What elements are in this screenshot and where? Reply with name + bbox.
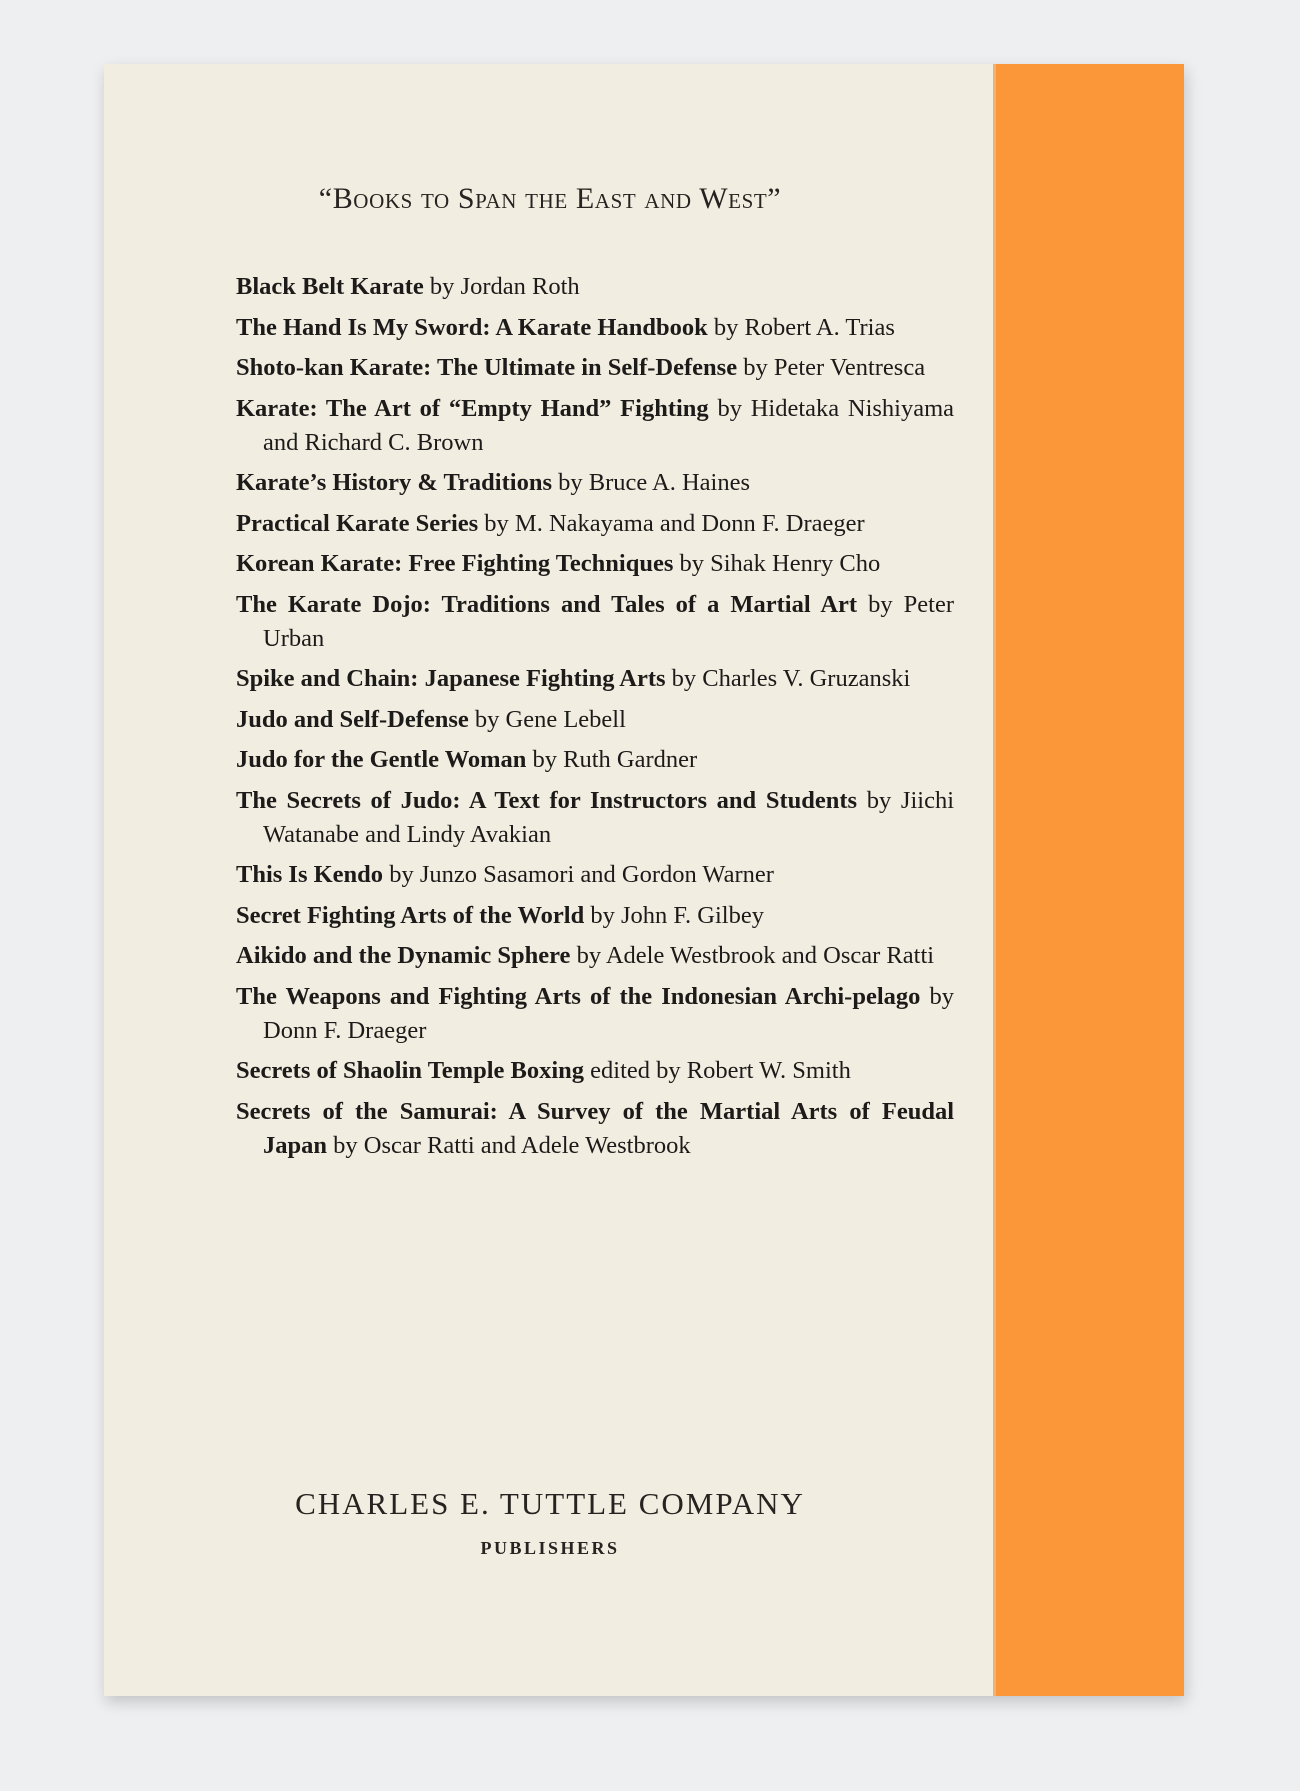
book-entry bbox=[236, 743, 954, 777]
book-title: Secrets of Shaolin Temple Boxing bbox=[236, 1057, 585, 1084]
orange-spine-band bbox=[996, 64, 1184, 1696]
book-list bbox=[236, 270, 954, 1169]
book-title: Secret Fighting Arts of the World bbox=[236, 901, 585, 929]
publisher-name: CHARLES E. TUTTLE COMPANY bbox=[295, 1486, 805, 1521]
book-entry bbox=[236, 1095, 954, 1163]
book-title: The Hand Is My Sword: A Karate Handbook bbox=[236, 313, 708, 341]
book-entry bbox=[236, 270, 954, 304]
book-entry bbox=[236, 899, 954, 933]
book-entry bbox=[236, 980, 954, 1048]
book-author: by Charles V. Gruzanski bbox=[671, 665, 911, 692]
book-title: The Secrets of Judo: A Text for Instructors and Students bbox=[236, 786, 858, 814]
book-title: Karate: The Art of “Empty Hand” Fighting bbox=[236, 394, 709, 422]
book-author: by Hidetaka Nishiyama and Richard C. Brown bbox=[263, 394, 955, 456]
book-entry bbox=[236, 1054, 954, 1088]
book-entry bbox=[236, 784, 954, 852]
book-title: Judo for the Gentle Woman bbox=[236, 746, 527, 773]
book-entry bbox=[236, 507, 954, 541]
book-author: by Sihak Henry Cho bbox=[679, 550, 881, 577]
book-author: by Robert A. Trias bbox=[713, 313, 895, 341]
book-title: Practical Karate Series bbox=[236, 509, 479, 537]
book-title: The Karate Dojo: Traditions and Tales of a Martial Art bbox=[236, 590, 858, 618]
book-title: Korean Karate: Free Fighting Techniques bbox=[236, 550, 674, 577]
book-title: Secrets of the Samurai: A Survey of the Martial Arts of Feudal Japan bbox=[236, 1097, 954, 1159]
book-title: Karate’s History & Traditions bbox=[236, 469, 552, 496]
book-author: by Bruce A. Haines bbox=[558, 469, 750, 496]
book-author: by Oscar Ratti and Adele Westbrook bbox=[333, 1131, 691, 1159]
book-entry bbox=[236, 392, 954, 460]
book-entry bbox=[236, 662, 954, 696]
book-author: by John F. Gilbey bbox=[590, 901, 764, 929]
book-title: Spike and Chain: Japanese Fighting Arts bbox=[236, 665, 666, 692]
book-entry bbox=[236, 466, 954, 500]
book-entry bbox=[236, 703, 954, 737]
book-entry bbox=[236, 858, 954, 892]
book-author: by Gene Lebell bbox=[474, 705, 626, 733]
book-author: by Jordan Roth bbox=[429, 273, 580, 300]
cover-heading: “Books to Span the East and West” bbox=[318, 182, 782, 215]
book-entry bbox=[236, 588, 954, 656]
book-title: Black Belt Karate bbox=[236, 273, 424, 300]
book-back-cover bbox=[104, 64, 1184, 1696]
book-author: by Jiichi Watanabe and Lindy Avakian bbox=[263, 786, 954, 848]
book-title: Judo and Self-Defense bbox=[236, 705, 469, 733]
book-author: by Peter Urban bbox=[263, 590, 955, 652]
book-author: by M. Nakayama and Donn F. Draeger bbox=[484, 509, 865, 537]
book-entry bbox=[236, 939, 954, 973]
book-title: This Is Kendo bbox=[236, 861, 384, 888]
publisher-subtitle: PUBLISHERS bbox=[480, 1538, 620, 1558]
book-title: Shoto-kan Karate: The Ultimate in Self-Defense bbox=[236, 354, 738, 381]
book-entry bbox=[236, 311, 954, 345]
book-title: Aikido and the Dynamic Sphere bbox=[236, 942, 571, 969]
book-entry bbox=[236, 547, 954, 581]
book-title: The Weapons and Fighting Arts of the Indonesian Archi-pelago bbox=[236, 982, 921, 1010]
book-author: by Adele Westbrook and Oscar Ratti bbox=[576, 942, 935, 969]
book-author: edited by Robert W. Smith bbox=[590, 1057, 851, 1084]
book-author: by Junzo Sasamori and Gordon Warner bbox=[389, 861, 774, 888]
book-author: by Peter Ventresca bbox=[743, 354, 926, 381]
book-entry bbox=[236, 351, 954, 385]
book-author: by Ruth Gardner bbox=[532, 746, 698, 773]
book-author: by Donn F. Draeger bbox=[263, 982, 954, 1044]
